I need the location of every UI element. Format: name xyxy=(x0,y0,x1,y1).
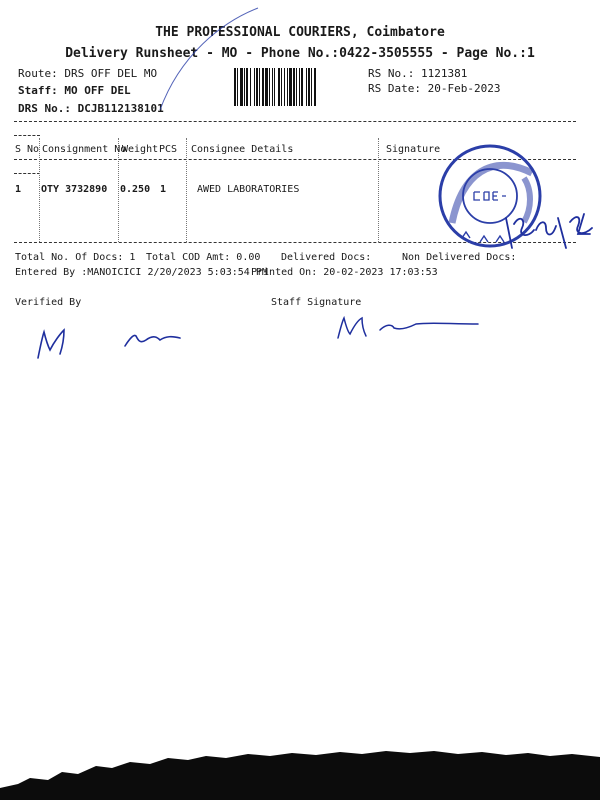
printed-on: Printed On: 20-02-2023 17:03:53 xyxy=(251,267,438,278)
staff-label: Staff: MO OFF DEL xyxy=(18,84,131,97)
row-sno: 1 xyxy=(15,184,22,195)
row-consignment-no: OTY 3732890 xyxy=(41,184,108,195)
non-delivered-docs: Non Delivered Docs: xyxy=(402,252,517,263)
verified-signature xyxy=(30,318,190,368)
entered-by: Entered By :MANOICICI 2/20/2023 5:03:54 PM xyxy=(15,267,268,278)
separator-short xyxy=(14,135,40,136)
column-header-weight: Weight xyxy=(122,144,159,155)
drs-number: DRS No.: DCJB112138101 xyxy=(18,102,164,115)
column-header-consignment: Consignment No xyxy=(42,144,127,155)
rs-number: RS No.: 1121381 xyxy=(368,67,468,80)
company-stamp xyxy=(432,138,600,258)
column-divider xyxy=(186,138,187,242)
torn-edge xyxy=(0,748,600,800)
column-divider xyxy=(378,138,379,242)
column-header-consignee: Consignee Details xyxy=(191,144,294,155)
column-divider xyxy=(39,138,40,242)
staff-signature-label: Staff Signature xyxy=(271,297,362,308)
verified-by-label: Verified By xyxy=(15,297,82,308)
delivered-docs: Delivered Docs: xyxy=(281,252,372,263)
staff-signature xyxy=(330,310,490,346)
runsheet-subtitle: Delivery Runsheet - MO - Phone No.:0422-3505555 - Page No.:1 xyxy=(65,46,535,61)
total-docs: Total No. Of Docs: 1 xyxy=(15,252,136,263)
total-cod: Total COD Amt: 0.00 xyxy=(146,252,261,263)
row-pcs: 1 xyxy=(160,184,167,195)
column-header-sno: S No xyxy=(15,144,40,155)
row-consignee: AWED LABORATORIES xyxy=(197,184,300,195)
separator-short xyxy=(14,173,40,174)
pen-stroke xyxy=(0,0,600,130)
company-title: THE PROFESSIONAL COURIERS, Coimbatore xyxy=(155,25,445,40)
column-header-signature: Signature xyxy=(386,144,441,155)
rs-date: RS Date: 20-Feb-2023 xyxy=(368,82,501,95)
route-label: Route: DRS OFF DEL MO xyxy=(18,67,158,80)
row-weight: 0.250 xyxy=(120,184,151,195)
column-header-pcs: PCS xyxy=(159,144,178,155)
